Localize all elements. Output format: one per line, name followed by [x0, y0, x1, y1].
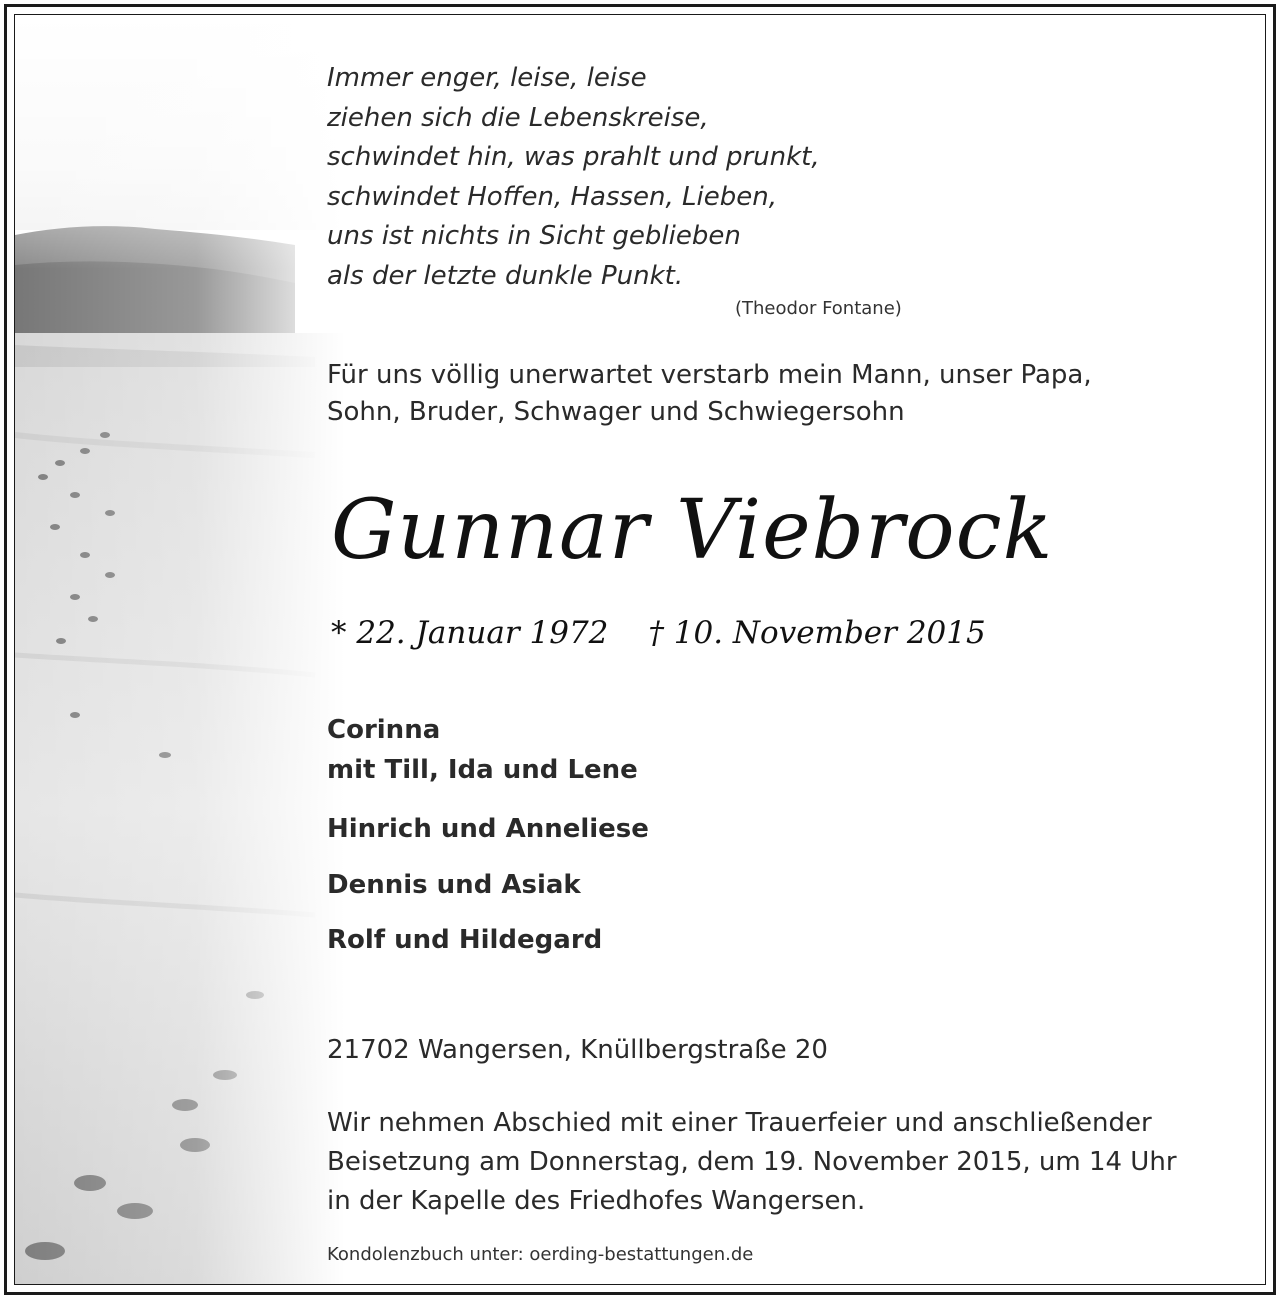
service-line: Wir nehmen Abschied mit einer Trauerfeier und anschließender — [327, 1108, 1152, 1138]
intro-text — [327, 357, 1092, 431]
poem-attribution: (Theodor Fontane) — [735, 298, 902, 319]
poem-line: schwindet Hoffen, Hassen, Lieben, — [327, 181, 777, 212]
birth-date: * 22. Januar 1972 — [331, 615, 609, 651]
service-line: Beisetzung am Donnerstag, dem 19. November 2015, um 14 Uhr — [327, 1147, 1177, 1177]
poem-line: ziehen sich die Lebenskreise, — [327, 102, 709, 133]
poem-line: schwindet hin, was prahlt und prunkt, — [327, 142, 820, 172]
address: 21702 Wangersen, Knüllbergstraße 20 — [327, 1035, 828, 1065]
intro-line: Für uns völlig unerwartet verstarb mein Mann, unser Papa, — [327, 360, 1092, 390]
death-date: † 10. November 2015 — [648, 615, 986, 651]
poem-line: uns ist nichts in Sicht geblieben — [327, 221, 741, 251]
obituary-notice — [14, 14, 1266, 1285]
mourner-name: Dennis und Asiak — [327, 870, 581, 900]
mourner-children: mit Till, Ida und Lene — [327, 755, 638, 785]
mourner-name: Corinna — [327, 715, 441, 745]
condolence-book-link[interactable]: Kondolenzbuch unter: oerding-bestattungen.de — [327, 1244, 754, 1265]
beach-footprints-photo — [15, 15, 345, 1284]
life-dates — [331, 615, 986, 651]
funeral-service-text — [327, 1104, 1177, 1221]
intro-line: Sohn, Bruder, Schwager und Schwiegersohn — [327, 397, 905, 427]
mourner-name: Rolf und Hildegard — [327, 925, 603, 955]
deceased-name: Gunnar Viebrock — [331, 483, 1054, 578]
poem — [327, 59, 820, 296]
notice-text — [325, 15, 1255, 1284]
poem-line: als der letzte dunkle Punkt. — [327, 260, 684, 291]
poem-line: Immer enger, leise, leise — [327, 63, 647, 93]
service-line: in der Kapelle des Friedhofes Wangersen. — [327, 1186, 866, 1216]
mourner-name: Hinrich und Anneliese — [327, 814, 649, 844]
